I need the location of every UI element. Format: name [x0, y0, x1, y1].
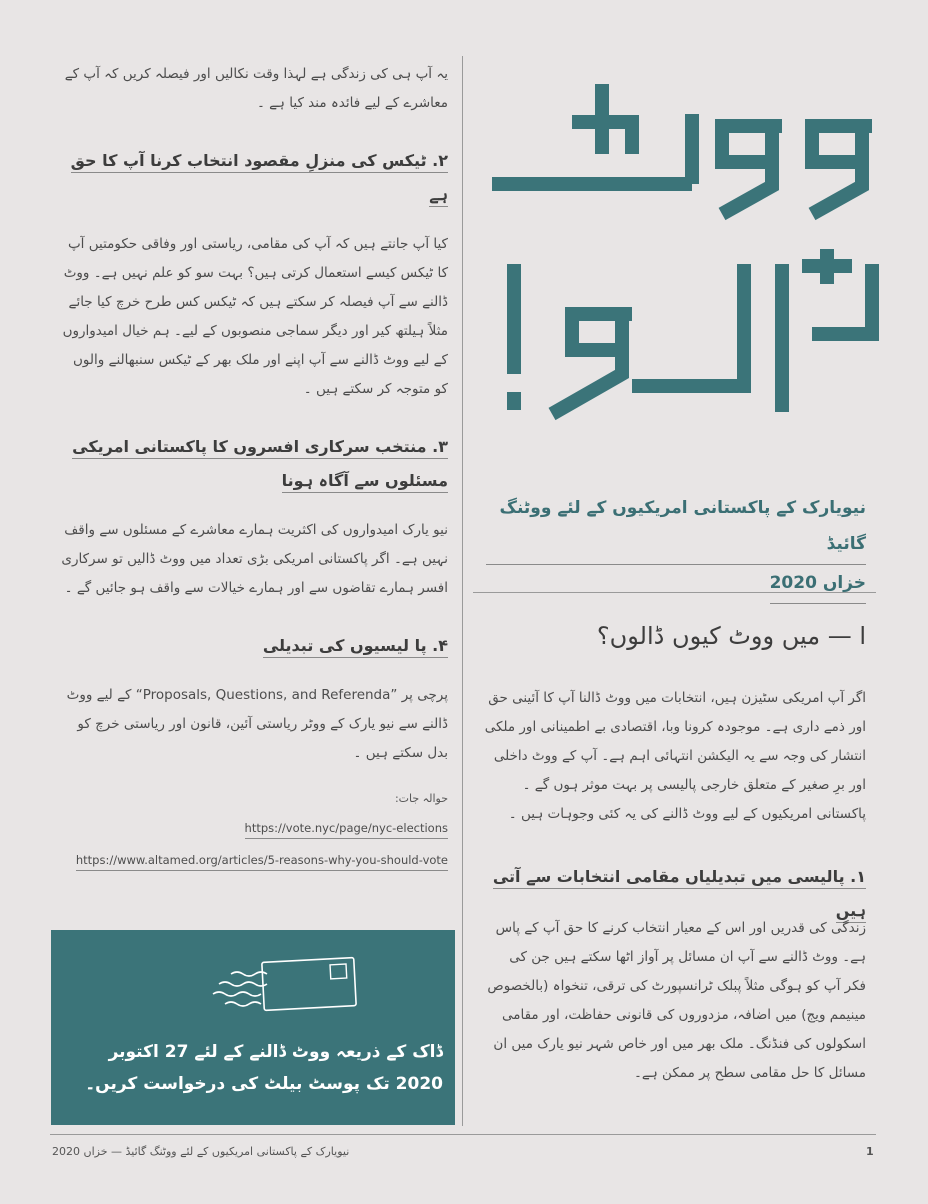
- column-divider: [462, 56, 463, 1126]
- section1-paragraph: اگر آپ امریکی سٹیزن ہیں، انتخابات میں ووٹ ڈالنا آپ کا آئینی حق اور ذمے داری ہے۔ موجودہ کرونا وبا، اقتصادی بے اطمینانی اور ملکی انتشار کی وجہ سے یہ الیکشن انتہائی اہم ہے۔ آپ کے ووٹ داخلی اور برِ صغیر کے متعلق خارجی پالیسی پر بہت موثر ہوں گے ۔ پاکستانی امریکیوں کے لیے ووٹ ڈالنے کی یہ کئی وجوہات ہیں ۔: [484, 690, 866, 822]
- point4-paragraph: پرچی پر ”Proposals, Questions, and Referenda“ کے لیے ووٹ ڈالنے سے نیو یارک کے ووٹر ریاستی آئین، قانون اور ریاستی خرچ کو بدل سکتے ہیں ۔: [66, 687, 448, 761]
- references-label: حوالہ جات:: [394, 792, 448, 805]
- point2-heading: [60, 144, 448, 212]
- section1-title: ا — میں ووٹ کیوں ڈالوں؟: [596, 622, 866, 650]
- footer-divider: [50, 1134, 876, 1135]
- point2-heading-text: ۲. ٹیکس کی منزلِ مقصود انتخاب کرنا آپ کا حق ہے: [71, 151, 448, 207]
- envelope-icon: [261, 956, 361, 1012]
- left-column: [60, 60, 448, 871]
- title-art: [482, 74, 882, 434]
- page-number: 1: [866, 1145, 874, 1158]
- subtitle-line2: خزاں 2020: [770, 565, 866, 604]
- subtitle: [486, 490, 866, 604]
- point4-heading: [60, 629, 448, 663]
- footer-text: نیویارک کے پاکستانی امریکیوں کے لئے ووٹنگ گائیڈ — خزاں 2020: [52, 1145, 350, 1158]
- subtitle-line1: نیویارک کے پاکستانی امریکیوں کے لئے ووٹنگ گائیڈ: [486, 490, 866, 565]
- reference-link-2[interactable]: https://www.altamed.org/articles/5-reasons-why-you-should-vote: [76, 853, 448, 871]
- point3-heading: [60, 430, 448, 498]
- point3-paragraph: نیو یارک امیدواروں کی اکثریت ہمارے معاشرے کے مسئلوں سے واقف نہیں ہے۔ اگر پاکستانی امریکی بڑی تعداد میں ووٹ ڈالیں تو سرکاری افسر ہمارے تقاضوں سے اور ہمارے خیالات سے واقف ہو جائیں گے ۔: [61, 522, 448, 596]
- point4-heading-text: ۴. پا لیسیوں کی تبدیلی: [263, 636, 448, 658]
- point2-paragraph: کیا آپ جانتے ہیں کہ آپ کی مقامی، ریاستی اور وفاقی حکومتیں آپ کا ٹیکس کیسے استعمال کرتی ہیں؟ بہت سو کو علم نہیں ہے۔ ووٹ ڈالنے سے آپ فیصلہ کر سکتے ہیں کہ ٹیکس کس طرح خرچ کیا جائے مثلاً ہیلتھ کیر اور دیگر سماجی منصوبوں کے لیے۔ ہم خیال امیدواروں کے لیے ووٹ ڈالنے سے آپ اپنے اور ملک بھر کے ٹیکس سنبھالنے والوں کو متوجہ کر سکتے ہیں ۔: [62, 236, 448, 397]
- intro-paragraph: یہ آپ ہی کی زندگی ہے لہذا وقت نکالیں اور فیصلہ کریں کہ آپ کے معاشرے کے لیے فائدہ مند کیا ہے ۔: [64, 66, 448, 111]
- point3-heading-line2: مسئلوں سے آگاہ ہونا: [282, 471, 448, 493]
- point3-heading-line1: ۳. منتخب سرکاری افسروں کا پاکستانی امریکی: [72, 437, 448, 459]
- point1-heading-text: ۱. پالیسی میں تبدیلیاں مقامی انتخابات سے آتی ہیں: [493, 867, 866, 923]
- point1-paragraph: زندگی کی قدریں اور اس کے معیار انتخاب کرنے کا حق آپ کے پاس ہے۔ ووٹ ڈالنے سے آپ ان مسائل پر آواز اٹھا سکتے ہیں جن کی فکر آپ کو ہوگی مثلاً پبلک ٹرانسپورٹ کی ترقی، تنخواہ (بالخصوص مینیمم ویج) میں اضافہ، مزدوروں کی قانونی حفاظت، اور مقامی اسکولوں کی فنڈنگ۔ ملک بھر میں اور خاص شہر نیو یارک میں ان مسائل کا حل مقامی سطح پر ممکن ہے۔: [487, 920, 866, 1081]
- mail-ballot-message: ڈاک کے ذریعہ ووٹ ڈالنے کے لئے 27 اکتوبر 2020 تک پوسٹ بیلٹ کی درخواست کریں۔: [85, 1042, 443, 1094]
- reference-link-1[interactable]: https://vote.nyc/page/nyc-elections: [245, 821, 448, 839]
- references: [60, 792, 448, 871]
- mail-ballot-box: [51, 930, 455, 1125]
